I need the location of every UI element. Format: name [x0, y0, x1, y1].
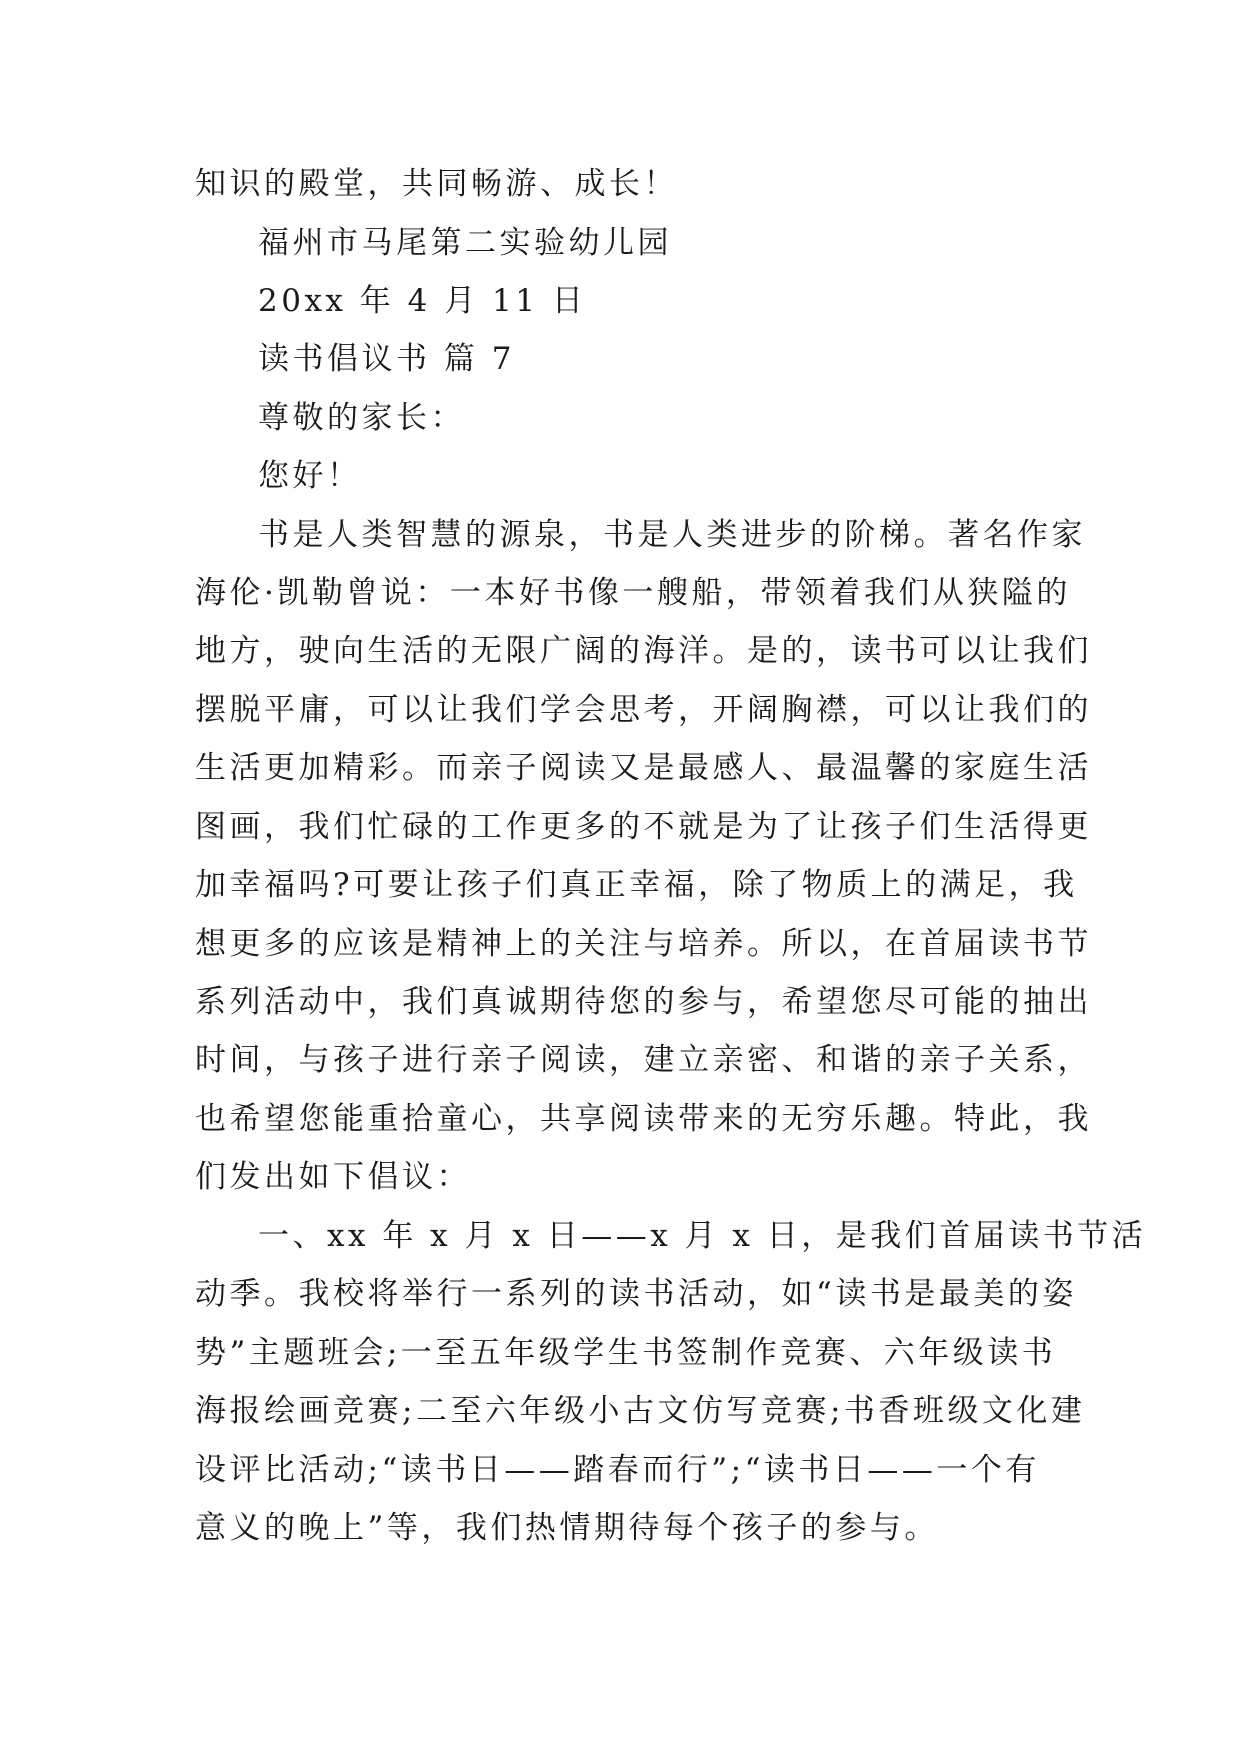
paragraph-line: 海报绘画竞赛;二至六年级小古文仿写竞赛;书香班级文化建: [195, 1393, 1086, 1429]
text-line-closing: 知识的殿堂，共同畅游、成长！: [195, 166, 678, 202]
text-line-salutation: 尊敬的家长：: [258, 400, 465, 436]
paragraph-line: 们发出如下倡议：: [195, 1159, 471, 1195]
paragraph-line: 图画，我们忙碌的工作更多的不就是为了让孩子们生活得更: [195, 809, 1092, 845]
paragraph-line: 生活更加精彩。而亲子阅读又是最感人、最温馨的家庭生活: [195, 750, 1092, 786]
paragraph-line: 势”主题班会;一至五年级学生书签制作竞赛、六年级读书: [195, 1335, 1057, 1371]
paragraph-line: 一、xx 年 x 月 x 日——x 月 x 日，是我们首届读书节活: [258, 1218, 1147, 1254]
paragraph-line: 加幸福吗?可要让孩子们真正幸福，除了物质上的满足，我: [195, 867, 1078, 903]
paragraph-line: 也希望您能重拾童心，共享阅读带来的无穷乐趣。特此，我: [195, 1101, 1092, 1137]
text-line-signature-org: 福州市马尾第二实验幼儿园: [258, 225, 672, 261]
paragraph-line: 意义的晚上”等，我们热情期待每个孩子的参与。: [195, 1510, 939, 1546]
paragraph-line: 地方，驶向生活的无限广阔的海洋。是的，读书可以让我们: [195, 633, 1092, 669]
text-line-greeting: 您好！: [258, 458, 362, 494]
paragraph-line: 动季。我校将举行一系列的读书活动，如“读书是最美的姿: [195, 1276, 1077, 1312]
paragraph-line: 系列活动中，我们真诚期待您的参与，希望您尽可能的抽出: [195, 984, 1092, 1020]
paragraph-line: 设评比活动;“读书日——踏春而行”;“读书日——一个有: [195, 1452, 1040, 1488]
section-heading: 读书倡议书 篇 7: [258, 341, 515, 377]
paragraph-line: 想更多的应该是精神上的关注与培养。所以，在首届读书节: [195, 926, 1092, 962]
paragraph-line: 书是人类智慧的源泉，书是人类进步的阶梯。著名作家: [258, 517, 1086, 553]
paragraph-line: 时间，与孩子进行亲子阅读，建立亲密、和谐的亲子关系，: [195, 1042, 1092, 1078]
paragraph-line: 摆脱平庸，可以让我们学会思考，开阔胸襟，可以让我们的: [195, 692, 1092, 728]
text-line-date: 20xx 年 4 月 11 日: [258, 283, 587, 319]
paragraph-line: 海伦·凯勒曾说：一本好书像一艘船，带领着我们从狭隘的: [195, 575, 1071, 611]
